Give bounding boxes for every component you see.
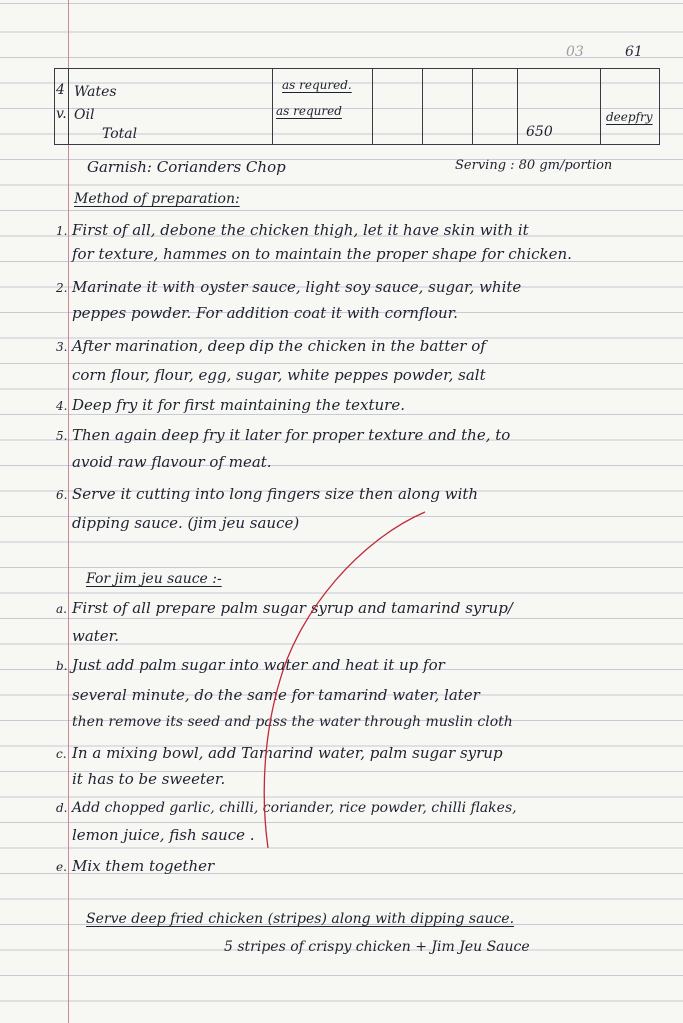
row-number: v. [56, 106, 67, 122]
row-number: 4 [56, 82, 65, 98]
row-item: Wates [74, 84, 117, 100]
sauce-step-continued: then remove its seed and pass the water through muslin cloth [72, 714, 513, 730]
method-step-continued: for texture, hammes on to maintain the proper shape for chicken. [72, 245, 572, 263]
method-step-continued: corn flour, flour, egg, sugar, white peppes powder, salt [72, 366, 486, 384]
sauce-step-continued: water. [72, 627, 119, 645]
red-pen-stroke [240, 510, 430, 850]
sauce-step: b. Just add palm sugar into water and heat it up for [56, 656, 445, 674]
final-serving-line: 5 stripes of crispy chicken + Jim Jeu Sauce [224, 939, 530, 955]
method-step: 4. Deep fry it for first maintaining the texture. [56, 396, 405, 414]
sauce-step-continued: several minute, do the same for tamarind water, later [72, 686, 480, 704]
method-step: 1. First of all, debone the chicken thigh, let it have skin with it [56, 221, 529, 239]
garnish-note: Garnish: Corianders Chop [87, 158, 286, 176]
sauce-step: c. In a mixing bowl, add Tamarind water, palm sugar syrup [56, 744, 503, 762]
sauce-step: e. Mix them together [56, 857, 215, 875]
serve-instruction: Serve deep fried chicken (stripes) along with dipping sauce. [86, 911, 515, 927]
row-item: Oil [74, 107, 95, 123]
method-step: 5. Then again deep fry it later for proper texture and the, to [56, 426, 511, 444]
method-step-continued: peppes powder. For addition coat it with cornflour. [72, 304, 458, 322]
method-heading: Method of preparation: [74, 191, 240, 207]
row-item: Total [102, 126, 138, 142]
method-step: 3. After marination, deep dip the chicken in the batter of [56, 337, 486, 355]
method-step-continued: dipping sauce. (jim jeu sauce) [72, 514, 300, 532]
page-number: 61 [625, 44, 643, 60]
row-remark: deepfry [606, 110, 653, 124]
sauce-step-continued: lemon juice, fish sauce . [72, 826, 255, 844]
page-number-faint: 03 [566, 44, 584, 60]
serving-note: Serving : 80 gm/portion [455, 158, 613, 173]
sauce-heading: For jim jeu sauce :- [86, 571, 222, 587]
ingredient-table [54, 68, 660, 144]
row-quantity: as requred [276, 104, 342, 118]
row-quantity: as requred. [282, 78, 352, 92]
method-step: 2. Marinate it with oyster sauce, light soy sauce, sugar, white [56, 278, 522, 296]
method-step-continued: avoid raw flavour of meat. [72, 453, 272, 471]
sauce-step: d. Add chopped garlic, chilli, coriander, rice powder, chilli flakes, [56, 800, 517, 816]
method-step: 6. Serve it cutting into long fingers size then along with [56, 485, 479, 503]
row-amount: 650 [526, 124, 553, 140]
sauce-step: a. First of all prepare palm sugar syrup and tamarind syrup/ [56, 599, 513, 617]
sauce-step-continued: it has to be sweeter. [72, 770, 226, 788]
